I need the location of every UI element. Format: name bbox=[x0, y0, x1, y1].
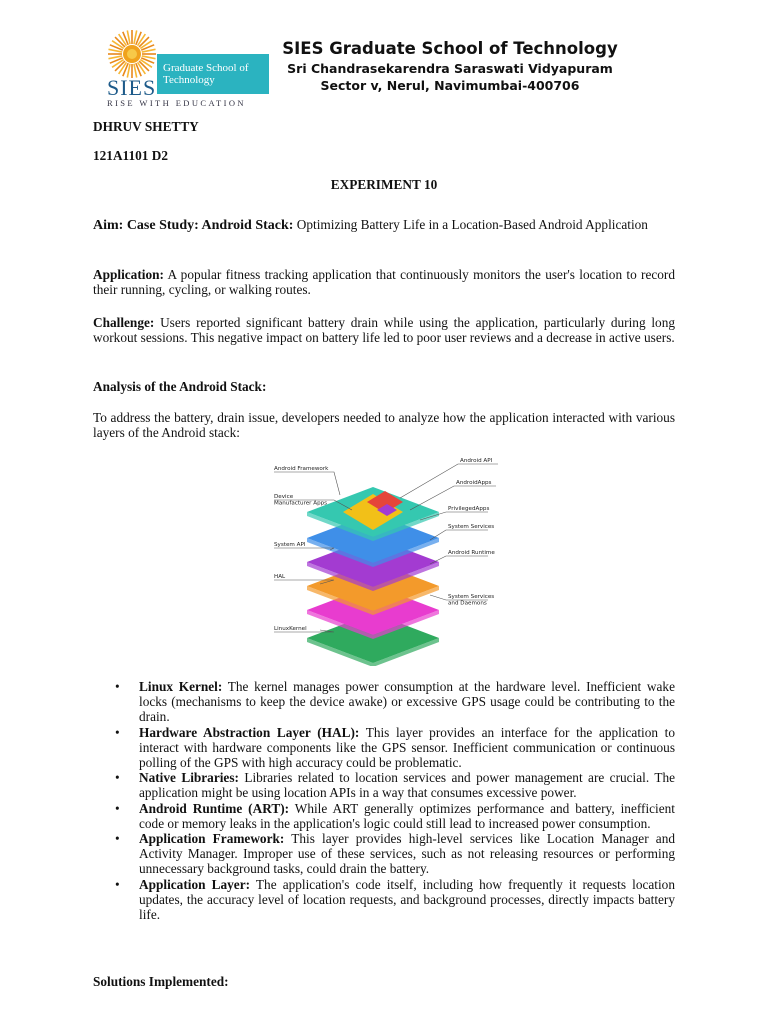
bullet-icon: • bbox=[115, 679, 120, 694]
logo-school-line1: Graduate School of bbox=[163, 62, 249, 74]
list-item-label: Linux Kernel: bbox=[139, 679, 223, 694]
bullet-icon: • bbox=[115, 876, 120, 892]
list-item-text: This layer provides an interface for the application to interact with hardware components like the GPS sensor. Inefficient communication or continuous polling of the GPS with high accuracy could be problematic. bbox=[139, 724, 675, 771]
logo-school-box bbox=[157, 54, 269, 94]
diagram-right-label: System Services bbox=[448, 524, 495, 530]
list-item bbox=[93, 831, 675, 877]
diagram-left-label: Device Manufacturer Apps bbox=[274, 494, 328, 507]
list-item-label: Application Framework: bbox=[139, 831, 285, 847]
application-text: A popular fitness tracking application that continuously monitors the user's location to record their running, cycling, or walking routes. bbox=[93, 267, 675, 298]
android-stack-svg bbox=[270, 450, 498, 666]
list-item-label: Native Libraries: bbox=[139, 770, 239, 786]
list-item-text: Libraries related to location services and power management are crucial. The application might be using location APIs in a way that consumes excessive power. bbox=[139, 770, 676, 801]
diagram-right-label: Android Runtime bbox=[448, 550, 495, 556]
bullet-icon: • bbox=[115, 770, 120, 786]
challenge-label: Challenge: bbox=[93, 315, 155, 330]
institution-header bbox=[280, 38, 620, 94]
application-paragraph bbox=[93, 267, 675, 297]
logo-school-line2: Technology bbox=[163, 74, 215, 86]
solutions-heading: Solutions Implemented: bbox=[93, 974, 229, 989]
sies-logo bbox=[104, 28, 270, 108]
challenge-paragraph bbox=[93, 315, 675, 345]
diagram-leader-line bbox=[274, 472, 340, 495]
bullet-icon: • bbox=[115, 831, 120, 847]
logo-tagline: RISE WITH EDUCATION bbox=[107, 98, 246, 108]
student-name: DHRUV SHETTY bbox=[93, 119, 199, 134]
list-item-label: Hardware Abstraction Layer (HAL): bbox=[139, 724, 360, 740]
experiment-title: EXPERIMENT 10 bbox=[330, 177, 438, 192]
application-label: Application: bbox=[93, 267, 164, 282]
android-stack-diagram bbox=[270, 450, 498, 666]
list-item-label: Application Layer: bbox=[139, 876, 251, 892]
list-item bbox=[93, 877, 675, 923]
diagram-right-label: Android API bbox=[460, 458, 493, 464]
list-item-text: The kernel manages power consumption at the hardware level. Inefficient wake locks (mechanisms to keep the device awake) or excessive GPS usage could be contributing to the drain. bbox=[139, 679, 675, 725]
list-item-text: While ART generally optimizes performance and battery, inefficient code or memory leaks in the application's logic could still lead to increased power consumption. bbox=[139, 800, 675, 831]
bullet-icon: • bbox=[115, 800, 120, 816]
list-item bbox=[93, 725, 675, 771]
diagram-right-label: AndroidApps bbox=[456, 480, 492, 486]
list-item bbox=[93, 770, 675, 800]
challenge-text: Users reported significant battery drain while using the application, particularly during long workout sessions. This negative impact on battery life led to poor user reviews and a decrease in active users. bbox=[93, 315, 675, 346]
analysis-heading: Analysis of the Android Stack: bbox=[93, 379, 267, 394]
diagram-left-label: System API bbox=[274, 542, 306, 548]
sun-icon bbox=[106, 28, 158, 80]
institution-name: SIES Graduate School of Technology bbox=[282, 39, 618, 58]
bullet-icon: • bbox=[115, 724, 120, 740]
list-item bbox=[93, 801, 675, 831]
diagram-left-label: LinuxKernel bbox=[274, 626, 307, 632]
diagram-right-label: PrivilegedApps bbox=[448, 506, 490, 512]
diagram-left-label: Android Framework bbox=[274, 466, 329, 472]
diagram-leader-line bbox=[274, 548, 334, 550]
stack-layer-list bbox=[93, 679, 675, 922]
aim-paragraph bbox=[93, 217, 675, 233]
list-item-label: Android Runtime (ART): bbox=[139, 800, 290, 816]
student-roll: 121A1101 D2 bbox=[93, 148, 168, 163]
diagram-right-label: System Services and Daemons bbox=[448, 594, 495, 607]
institution-address-line2: Sector v, Nerul, Navimumbai-400706 bbox=[320, 78, 580, 93]
list-item-text: The application's code itself, including how frequently it requests location updates, the accuracy level of location requests, and background processes, directly impacts battery life. bbox=[139, 876, 675, 923]
diagram-left-label: HAL bbox=[274, 574, 286, 580]
analysis-intro: To address the battery, drain issue, developers needed to analyze how the application interacted with various layers of the Android stack: bbox=[93, 410, 675, 441]
logo-acronym: SIES bbox=[107, 75, 157, 100]
list-item bbox=[93, 679, 675, 725]
aim-label: Aim: Case Study: Android Stack: bbox=[93, 218, 294, 233]
aim-text: Optimizing Battery Life in a Location-Based Android Application bbox=[293, 217, 648, 232]
institution-address-line1: Sri Chandrasekarendra Saraswati Vidyapuram bbox=[287, 61, 613, 76]
list-item-text: This layer provides high-level services like Location Manager and Activity Manager. Improper use of these services, such as not releasing resources or performing unnecessary background tasks, could drain the battery. bbox=[139, 831, 675, 877]
